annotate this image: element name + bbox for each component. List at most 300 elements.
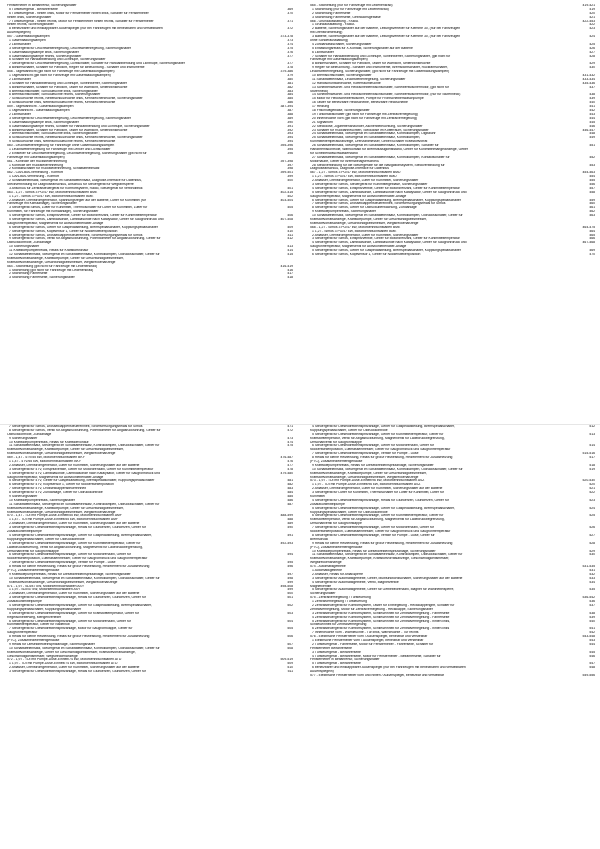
page-number: 423 — [589, 27, 595, 31]
page-number: 486 — [287, 498, 293, 502]
entry-text: 4 Gasentladungslampe links, Sicherungshalter — [9, 50, 79, 54]
page-number: 446 — [589, 124, 595, 128]
page-number: 405 — [287, 206, 293, 210]
entry-text: 9 Sicherungshalter — [9, 495, 38, 499]
entry-text: 1 Leuchtweitenregelung für Fahrzeuge mit Lenker und Lichtschalter — [9, 147, 111, 151]
entry-text: Steckverbindung für Diagnoseanschluß, Anschluß für Steuergerät für Wegfahrsperre — [7, 182, 134, 186]
entry-text: 10 Schalttafeleinsatz, Steuergerät im Schalttafeleinsatz, Kontrolllampen, Öldrucksschalter, Geber für — [312, 467, 463, 471]
page-number: 401 — [287, 186, 293, 190]
page-number: 547 — [589, 662, 595, 666]
toc-entry — [310, 253, 595, 257]
entry-text: 6 Steuergerät für Dieseldirekteinspritzanlage, Geber für Motordrehzahl, Geber für — [9, 619, 131, 623]
entry-text: 11 Kraftstoffpumpenrelais, Relais für Kraftstoffvorlauf — [9, 249, 89, 253]
page-number: 471 — [287, 425, 293, 428]
page-number: 513 — [589, 432, 595, 436]
entry-text: Nockenwellenposition, Luftmassenmesser, Geber für Saugrohrdruck und Saugrohrtemperatur — [310, 530, 451, 534]
left-column — [7, 425, 302, 674]
entry-text: 10 Schalttafeleinsatz, Steuergerät im Schalttafeleinsatz, Kontrolllampen, Öldrucksschalter, Geber für — [312, 214, 463, 218]
page-number: 509 — [287, 662, 293, 666]
entry-text: 26 Schalttafeleinsatz, Steuergerät im Schalttafeleinsatz, Kontrolllampen, Schalter für — [312, 144, 439, 148]
entry-text: 5 Steuergerät für Dieseldirekteinspritzanlage, Geber für Kraftstofftemperatur, Geber für — [9, 611, 139, 615]
entry-text: 3 Stichleitung Fahrerseite, Gebrauchsgebläse — [312, 15, 381, 19]
entry-text: 3 Steuergerät für Lüfter für Kühlmittel, Thermoschalter für Lüfter für Kühlmittel, Lüfter für — [312, 491, 444, 495]
entry-text: 1 1,4 l - 4TV/55 kW, Motorkennbuchstaben BKY — [9, 460, 81, 464]
entry-text: 5 Zentralsteuergerät für Komfortsystem, Schließeinheit für Zentralverriegelung - hinten links, — [312, 619, 451, 623]
page-number: 395 — [287, 147, 293, 151]
page-number: 544 — [589, 642, 595, 646]
entry-text: 6 Türsteuergerät - hinten links, Motor für Fensterheber hinten links, Schalter für Fensterheber — [9, 11, 149, 15]
entry-text: 5 Bremslichtschalter, Schlußleuchte links, Sicherungshalter — [9, 89, 98, 93]
page-number: 417 — [287, 272, 293, 276]
entry-text: 8 Blinkerschalter, Schalter für Parklicht, Taster für Warnlicht, Seitenblinkleuchte — [312, 62, 431, 66]
entry-text: Zusatzkühlmittelpumpe — [310, 502, 345, 506]
page-number: 497 — [287, 572, 293, 576]
page-number: 467-468 — [582, 241, 595, 245]
entry-text: 2 Anlasser, Drehstromgenerator, Lüfter für Kühlmittel, Sicherungshalter auf der Batterie — [312, 487, 443, 491]
page-number: 442 — [589, 109, 595, 113]
page-number: 382 — [287, 85, 293, 89]
entry-text: 571 - 1,9 l - SDI/47 kW, Motorkennbuchstaben ASY — [7, 584, 85, 588]
top-half — [0, 4, 600, 425]
page-number: 438 — [589, 93, 595, 97]
entry-text: 564 - Stichleitung (gilt nicht für Fahrzeuge mit Lederlenkrad) — [7, 264, 98, 268]
entry-text: 1 1,9 l - TDI mit Pumpe-Düse-Einheit/96 kW, Motorkennbuchstaben ASZ — [312, 483, 421, 487]
entry-text: 5 Türsteuergerät - Beifahrerseite — [312, 662, 361, 666]
entry-text: 2 Anlasser, Drehstromgenerator, Lüfter für Kühlmittel, Sicherungshalter auf der Batterie — [9, 463, 140, 467]
page-number: 399 — [287, 175, 293, 179]
entry-text: 11 Schalttafeleinsatz, Leuchtweitenregelung, Sicherungshalter — [312, 77, 406, 81]
entry-text: Zusatzkühlmittelpumpe — [7, 600, 42, 604]
page-number: 466 — [589, 237, 595, 241]
entry-text: 565 - Stichleitung (nur für Fahrzeuge mit Lederlenkrad) — [310, 4, 393, 7]
entry-text: 3 Steuergerät für Dieseldirekteinspritzanlage, Relais für Glühkerzen, Glühkerzen, Geber für — [9, 670, 146, 674]
page-number: 539 — [589, 615, 595, 619]
page-number: 421 — [589, 15, 595, 19]
page-number: 498-508 — [280, 584, 293, 588]
page-number: 400 — [287, 179, 293, 183]
entry-text: 21 Signalhorn — [312, 120, 333, 124]
page-number: 454 — [589, 175, 595, 179]
entry-text: Zentralverriegelung, Motor für Zentralverriegelung - Heckklappe, Sicherungshalter — [310, 607, 433, 611]
page-number: 532 — [589, 572, 595, 576]
entry-text: Motorhaube, Geber für Bremsbelagverschleiß — [310, 159, 379, 163]
entry-text: 2 Anlasser, Drehstromgenerator, Lüfter für Kühlmittel, Sicherungshalter auf der Batterie — [9, 666, 140, 670]
page-number: 464-475 — [582, 225, 595, 229]
entry-text: Umschaltventil für Saugrohrklappe — [7, 549, 59, 553]
page-number: 529 — [589, 549, 595, 553]
entry-text: (PTC), Zusatzheizelementgehäuse — [7, 638, 60, 642]
entry-text: Fahrzeuge mit Klimaanlage), Sicherungshalter — [7, 202, 77, 206]
entry-text: 19 Türkontaktschalter (gilt nicht für Fahrzeuge mit Zentralverriegelung) — [312, 112, 418, 116]
entry-text: Kraftstoffvorratsanzeige, Kraftstoffpumpe, Geber für Geschwindigkeitsmesser, — [7, 506, 124, 510]
entry-text: 6 Bremslichtschalter, Schlußleuchte rechts, Sicherungshalter — [9, 93, 101, 97]
entry-text: für Scheibenwaschwasserstand — [310, 151, 358, 155]
entry-text: 6 Schalter für Handabblendung und Lichthupe, Sicherungshalter — [9, 58, 106, 62]
entry-text: 4 Steuergerät für 4TV, Lambdasonde, Lambdasonde nach Katalysator, Geber für Saugrohrdruck und — [9, 471, 161, 475]
entry-text: 3 Batterie, Sicherungshalter auf der Batterie, Leitungsverteiler für Klemme 30, (nur bei Fahrzeugen — [312, 35, 461, 39]
entry-text: 3 Zentralsteuergerät für Komfortsystem, Schließeinheit für Zentralverriegelung - Fahrerseite — [312, 611, 450, 615]
page-number: 440 — [589, 101, 595, 105]
page-number: 390 — [287, 120, 293, 124]
entry-text: 5 Steuergerät für Simos, Lambdasonde, Lambdasonde nach Katalysator, Geber für Saugrohrdruck und — [9, 217, 164, 221]
page-number: 394 — [287, 140, 293, 144]
entry-text: 569 - 1,4 l - 4TV/55 kW, Motorkennbuchstaben BKY — [7, 456, 85, 460]
page-number: 509-519 — [280, 658, 293, 662]
page-number: 514 — [589, 444, 595, 448]
entry-text: 3 Steuergerät für Leuchtweitenregelung, Leuchtweitenregelung, Sicherungshalter — [9, 116, 131, 120]
page-number: 488 — [287, 518, 293, 522]
page-number: 392 — [287, 128, 293, 132]
page-number: 374 — [287, 42, 293, 46]
entry-text: 22 Steckdose, Zigarettenanzünder, Aschenbeleuchtung, Sicherungshalter — [312, 124, 423, 128]
entry-text: 559 - Tagesfahrlicht - Gasentladungslampen — [7, 105, 74, 109]
page-number: 459 — [589, 198, 595, 202]
entry-text: Kraftstoffvorratsanzeige, Kraftstoffpumpe, Kraftstoffvorratsanzeige, Geschwindigkeitsmesser, — [310, 557, 450, 561]
entry-text: 7 Steuergerät für Dieseldirekteinspritzanlage, Ventile für Pumpe - Düse — [312, 452, 419, 456]
entry-text: Außenspiegeln) — [7, 31, 31, 35]
entry-text: 567 - 1,2 l - Simos 3 PG/47 kW, Motorkennbuchstaben BMD — [310, 171, 401, 175]
page-number: 370 — [287, 11, 293, 15]
page-number: 444 — [589, 116, 595, 120]
page-number: 543-548 — [582, 635, 595, 639]
entry-text: 9 Steuergerät für Simos, Ventil für Abgasrückführung, Potentiometer für Abgasrückführung, Geber für — [9, 237, 161, 241]
entry-text: 5 Steuergerät für 4TV, Geber für Gaspedalstellung, Bremspedalschalter, Kupplungspedalschalter — [9, 479, 155, 483]
page-number: 412 — [287, 237, 293, 241]
entry-text: 9 Relais für Dieseldirekteinspritzanlage, Sicherungshalter — [9, 642, 95, 646]
entry-text: Kraftstoffvorratsanzeige, Geber für Geschwindigkeitsmesser, Kraftstoffvorratsanzeige, — [7, 650, 136, 654]
entry-text: 7 Steuergerät für Dieseldirekteinspritzanlage, Geber für Motordrehzahl, Geber für — [312, 526, 434, 530]
entry-text: 2 Zentralsteuergerät für Komfortsystem, Taster für Entriegelung - Heckklappengriff, Schalter für — [312, 603, 455, 607]
page-number: 453 — [589, 163, 595, 167]
page-number: 369 — [287, 7, 293, 11]
entry-text: (PTC), Zusatzheizelementgehäuse — [7, 568, 60, 572]
entry-text: 6 Steuergerät für Dieseldirekteinspritzanlage, Geber für Motordrehzahl, Geber für — [312, 444, 434, 448]
entry-text: Kraftstoffvorratsanzeige, Geschwindigkeitsmesser, Wegstreckenanzeige — [310, 475, 419, 479]
entry-text: 5 Entlastungsrelais für X-Kontakt, Sicherungshalter auf der Batterie — [312, 46, 413, 50]
entry-text: 1 Tagesfahrlicht (gilt nicht für Fahrzeuge mit Gasentladungslampen) — [9, 74, 111, 78]
entry-text: Saugrohrtemperatur — [7, 631, 38, 635]
entry-text: 6 Blinkerschalter, Schalter für Parklicht, Taster für Warnlicht, Seitenblinkleuchte — [9, 128, 128, 132]
entry-text: Kupplungspedalschalter, Geber für Öldruckkontrolle — [7, 537, 85, 541]
entry-text: 1 Grundausstattung - FABIA — [312, 23, 355, 27]
page-number: 425 — [589, 42, 595, 46]
page-number: 411 — [287, 233, 293, 237]
page-number: 506 — [287, 635, 293, 639]
entry-text: 10 Sicherungshalter — [9, 245, 40, 249]
entry-text: 4 Steuergerät für Dieseldirekteinspritzanlage, Geber für Gaspedalstellung, Bremspedalschalter, — [312, 425, 455, 428]
page-number: 389 — [287, 116, 293, 120]
entry-text: 2 Stichleitung Fahrerseite — [312, 11, 351, 15]
page-number: 387-394 — [280, 105, 293, 109]
entry-text: 7 Steuergerät für Dieseldirekteinspritzanlage, Motor für Saugrohrklappe, Geber für — [9, 627, 133, 631]
entry-text: 1 1,2 l - Simos 3 PG/47 kW, Motorkennbuchstaben BME — [9, 194, 94, 198]
entry-text: Kühlmittel, für Fahrzeuge mit Klimaanlage), Sicherungshalter — [7, 210, 99, 214]
page-number: 431-432 — [582, 74, 595, 78]
entry-text: 2 Batterie, Sicherungshalter auf der Batterie, Leitungsverteiler für Klemme 30, (nur bei Fahrzeugen — [312, 27, 461, 31]
entry-text: Öldruckkontrolle, Zündanlage — [7, 241, 52, 245]
entry-text: 570 - 1,4 l - TDI mit Pumpe-Düse-Einheit/55 kW, Motorkennbuchstaben AMF — [7, 514, 122, 518]
entry-text: 3 Steuergerät für Simos, Einspritzventile, Geber für Motordrehzahl, Geber für Kühlmitteltemperatur — [312, 237, 460, 241]
entry-text: 3 Steuergerät für 4TV, Einspritzventile, Geber für Motordrehzahl, Geber für Kühlmitteltemperatur — [9, 467, 154, 471]
entry-text: Kraftstoffvorratsanzeige, Geschwindigkeitsmesser, Wegstreckenanzeige — [7, 510, 116, 514]
page-number: 451 — [589, 144, 595, 148]
entry-text: 5 Steuergerät für Dieseldirekteinspritzanlage, Geber für Kühlmitteltemperatur, Geber für — [9, 541, 141, 545]
page-number: 457 — [589, 186, 595, 190]
entry-text: Bremsdruck — [310, 537, 329, 541]
page-number: 455 — [589, 179, 595, 183]
entry-text: 1 Elektrische Fensterheber vorn / Außenspiegel, beheizbar und verstellbar — [312, 638, 424, 642]
page-number: 388 — [287, 112, 293, 116]
page-number: 501 — [287, 596, 293, 600]
entry-text: 575 - Zentralverriegelung / Türsteuerung — [310, 596, 371, 600]
page-number: 549-556 — [582, 674, 595, 677]
entry-text: (PTC), Zusatzheizelementgehäuse — [310, 545, 363, 549]
page-number: 507 — [287, 642, 293, 646]
page-number: 537 — [589, 603, 595, 607]
entry-text: 4 Türsteuergerät - Beifahrerseite, Motor für Fensterheber - Beifahrerseite, Schalter für — [312, 654, 441, 658]
page-number: 409 — [287, 225, 293, 229]
entry-text: 3 Steuergerät für Leuchtweitenregelung, Leuchtweitenregelung, Sicherungshalter — [9, 46, 131, 50]
entry-text: Magnetventile — [310, 584, 332, 588]
page-number: 454-463 — [582, 171, 595, 175]
entry-text: Umschaltventil für Saugrohrklappe — [310, 522, 362, 526]
page-number: 540 — [589, 619, 595, 623]
entry-text: 5 Steuergerät für Dieseldirekteinspritzanlage, Geber für Kühlmitteltemperatur, Geber für — [312, 432, 444, 436]
page-number: 524 — [589, 506, 595, 510]
entry-text: 561 - Kontrolle der Rückstellerrinnerung — [7, 159, 67, 163]
entry-text: 3 Steuergerät Simos, Lüfter für Kühlmittel, Thermoschalter für Lüfter für Kühlmittel, Lüfter für — [9, 206, 148, 210]
page-number: 520 — [589, 483, 595, 487]
page-number: 399-401 — [280, 171, 293, 175]
entry-text: 10 Bremslichtschalter, Sicherungshalter — [312, 74, 372, 78]
entry-text: 566 - Grundausstattung - FABIA — [310, 19, 359, 23]
page-number: 490 — [287, 526, 293, 530]
entry-text: 573 - 1,9 l - TDI mit Pumpe-Düse-Einheit/96 kW, Motorkennbuchstaben ASZ — [310, 479, 425, 483]
entry-text: 9 Relais für kleine Heizleistung, Relais für große Heizleistung, Heizelement für Zusatzheizung — [312, 541, 453, 545]
entry-text: 8 Relais für kleine Heizleistung, Relais für große Heizleistung, Heizelement für Zusatzheizung — [312, 456, 453, 460]
entry-text: 8 Schlußleuchte links, Nebelschlußleuchte rechts, Kennzeichenleuchte — [9, 101, 116, 105]
entry-text: 2 Lichtschalter — [9, 42, 31, 46]
page-number: 420 — [589, 11, 595, 15]
entry-text: Kühlmitteltemperaturanzeige, Drehzahlmesser, Geber/Schalter Kraftstoffvorrat — [310, 140, 428, 144]
entry-text: 6 Steuergerät für Dieseldirekteinspritzanlage, Geber für Kühlmitteltemperatur, Geber für — [312, 514, 444, 518]
right-column — [310, 425, 595, 678]
page-number: 413 — [287, 245, 293, 249]
entry-text: Saugrohrtemperatur, Magnetventil für Aktivkohlebehälter-Anlage — [7, 475, 104, 479]
entry-text: 16 Taster für beheizbare Heckscheibe, beheizbare Heckscheibe — [312, 101, 408, 105]
entry-text: 14 Scheibenwischer- und Heckscheibenwischschalter, Scheibenwischermotor, (nur für Stufenheck) — [312, 93, 461, 97]
entry-text: 8 Blinkerschalter, Schalter für Parklicht, Regler für Beleuchtung - Schalter und Instrumente — [9, 66, 145, 70]
entry-text: 4 Steuergerät für Dieseldirekteinspritzanlage, Geber für Gaspedalstellung, Bremspedalschalter, — [9, 603, 152, 607]
entry-text: 7 Steuergerät für 4TV, Drosselklappensteuereinheit — [9, 487, 86, 491]
page-number: 427 — [589, 50, 595, 54]
entry-text: 2 Einsteller für Leuchtweitenregelung, Leuchtweitenregelung, Sicherungshalter (gilt nicht für — [9, 151, 147, 155]
entry-text: 6 Steuergerät für Simos, Klopfsensor 1, Geber für Nockenwellenposition — [312, 253, 421, 256]
entry-text: 3 Anschluß für Zentralsteuergerät für Komfortsystem, Radio, Steuergerät für Verbindbrikk — [9, 186, 143, 190]
page-number: 533 — [589, 576, 595, 580]
entry-text: Kraftstoffvorratsanzeige, Kraftstoffpumpe, Geber für Geschwindigkeitsmesser, — [310, 471, 427, 475]
entry-text: 6 Steuergerät für 4TV, Klopfsensor 1, Geber für Nockenwellenposition — [9, 483, 114, 487]
entry-text: 7 Steuergerät für Simos, Drosselklappensteuereinheit, Stromversorgungsrelais für Simos — [9, 425, 143, 428]
page-number: 428 — [589, 54, 595, 58]
entry-text: Kühlmitteltemperatur, Geber für Nadelhub — [7, 623, 70, 627]
entry-text: 577 - Elektrische Fensterheber vorn und hinten / Außenspiegel, beheizbar und verstellbar — [310, 674, 445, 677]
page-number: 441 — [589, 105, 595, 109]
page-number: 373-378 — [280, 35, 293, 39]
entry-text: 18 Frischluftgebläse, Sicherungshalter — [312, 109, 370, 113]
page-number: 384 — [287, 93, 293, 97]
entry-text: 3 Schalter für Handabblendung und Lichthupe, Scheinwerfer, Sicherungshalter — [9, 81, 127, 85]
page-number: 499 — [287, 588, 293, 592]
page-number: 548 — [589, 666, 595, 670]
entry-text: 557 - Gasentladungslampen — [7, 35, 50, 39]
entry-text: 4 Steuergerät für Dieseldirekteinspritzanlage, Geber für Gaspedalstellung, Bremspedalschalter, — [9, 533, 152, 537]
page-number: 410 — [287, 229, 293, 233]
page-number: 458 — [589, 190, 595, 194]
entry-text: 15 Motor für Heckscheibenwischer, Pumpe für Frontscheibenwaschpumpe — [312, 97, 424, 101]
page-number: 398 — [287, 167, 293, 171]
page-number: 496 — [287, 565, 293, 569]
entry-text: 10 Kraftstoffpumpenrelais, Relais für Dieseldirekteinspritzanlage, Sicherungshalter — [312, 549, 436, 553]
entry-text: 8 Relais für kleine Heizleistung, Relais für große Heizleistung, Heizelement für Zusatzheizung — [9, 565, 150, 569]
entry-text: Saugrohrtemperatur, Magnetventil für Aktivkohlebehälter-Anlage — [310, 194, 407, 198]
entry-text: 7 Innenleuchte vorn - Warnleuchte - Tür links, Warnleuchte - Tür rechts — [312, 631, 419, 635]
entry-text: 1 Gasentladungslampen — [9, 39, 46, 43]
entry-text: 6 beheizbarer und einklappbarer Außenspiegel (nur bei Fahrzeugen mit beheizbaren und verstellbaren — [312, 666, 466, 670]
entry-text: 11 Schalttafeleinsatz, Steuergerät im Schalttafeleinsatz, Kontrolllampen, Öldrucksschalter, Geber für — [9, 444, 160, 448]
entry-text: 8 Steuergerät für Simos, Drosselklappensteuereinheit, Stromversorgungsrelais für Simos — [9, 233, 143, 237]
page-number: 461 — [589, 206, 595, 210]
entry-text: 4 Steuergerät für Simos, Einspritzventile, Geber für Motordrehzahl, Geber für Kühlmitteltemperatur — [9, 214, 157, 218]
entry-text: 558 - Tagesfahrlicht (gilt nicht für Fahrzeuge mit Gasentladungslampen) — [7, 70, 115, 74]
entry-text: Kraftstoffvorratsanzeige, Kraftstoffpumpe, Geber für Geschwindigkeitsmesser, — [310, 217, 427, 221]
page-number: 522 — [589, 491, 595, 495]
entry-text: 25 Schalttafeleinsatz, Steuergerät im Schalttafeleinsatz, Kontrolllampen, — [312, 136, 421, 140]
page-number: 396 — [287, 151, 293, 155]
entry-text: 6 Steuergerät für Simos, Geber für Gaspedalstellung, Bremspedalschalter, Kupplungspedalschalter — [9, 225, 158, 229]
page-number: 426 — [589, 46, 595, 50]
entry-text: Sicherungshalter — [310, 592, 336, 596]
page-number: 397-398 — [280, 159, 293, 163]
entry-text: 3 Steuergerät für Dieseldirekteinspritzanlage, Relais für Glühkerzen, Glühkerzen, Geber für — [9, 596, 146, 600]
entry-text: 3 Türsteuergerät - Beifahrerseite — [312, 650, 361, 654]
entry-text: 9 Kraftstoffpumpenrelais, Sicherungshalter — [312, 210, 377, 214]
entry-text: 7 Steuergerät für Dieseldirekteinspritzanlage, Ventile für Pumpe - Düse — [9, 561, 116, 565]
page-number: 485 — [287, 495, 293, 499]
entry-text: 8 beheizbarer und einklappbarer Außenspiegel (nur bei Fahrzeugen mit beheizbaren und verstellbaren — [9, 27, 163, 31]
page-number: 418 — [287, 276, 293, 280]
entry-text: Wegstreckenanzeige — [310, 561, 342, 565]
page-number: 378 — [287, 66, 293, 70]
entry-text: 5 Steuergerät für Dieseldirekteinspritzanlage, Geber für Gaspedalstellung, Bremspedalschalter, — [312, 506, 455, 510]
page-number: 433-434 — [582, 77, 595, 81]
page-number: 478 — [287, 467, 293, 471]
page-number: 538 — [589, 611, 595, 615]
entry-text: Kühlmittel — [310, 495, 325, 499]
page-number: 518 — [589, 463, 595, 467]
entry-text: 5 Türsteuergerät - Beifahrerseite — [9, 7, 58, 11]
entry-text: 24 Schalttafeleinsatz, Steuergerät im Schalttafeleinsatz, Kontrolllampen, Digitaluhr — [312, 132, 436, 136]
page-number: 481 — [287, 479, 293, 483]
page-number: 402 — [287, 194, 293, 198]
page-number: 470 — [589, 253, 595, 256]
page-number: 397 — [287, 163, 293, 167]
page-number: 494 — [287, 553, 293, 557]
page-number: 531 — [589, 568, 595, 572]
left-column — [7, 4, 302, 280]
page-number: 391 — [287, 124, 293, 128]
page-number: 415 — [287, 253, 293, 256]
page-number: 536-542 — [582, 596, 595, 600]
entry-text: Diagnoseanschluß, Diagnose-Interface für Datenbus — [310, 167, 389, 171]
page-number: 517 — [589, 456, 595, 460]
entry-text: Kraftstoffvorratsanzeige, Kraftstoffpumpe, Geber für Geschwindigkeitsmesser, — [7, 256, 124, 260]
page-number: 469 — [589, 249, 595, 253]
entry-text: 7 Türsteuergerät - hinten rechts, Motor für Fensterheber hinten rechts, Schalter für Fensterheber — [9, 19, 154, 23]
entry-text: 1 1,2 l - Simos 3 PG/47 kW, Motorkennbuchstaben BMD — [312, 175, 397, 179]
entry-text: Kraftstoffvorratsanzeige, Geschwindigkeitsmesser, Wegstreckenanzeige — [310, 221, 419, 225]
entry-text: 2 Anlasser, Drehstromgenerator, Lüfter für Kühlmittel, Sicherungshalter auf der Batterie — [9, 522, 140, 526]
entry-text: 576 - Elektrische Fensterheber vorn / Außenspiegel, beheizbar und verstellbar — [310, 635, 428, 639]
page-number: 385 — [287, 97, 293, 101]
page-number: 464 — [589, 229, 595, 233]
page-number: 443 — [589, 112, 595, 116]
entry-text: Saugrohrtemperatur, Magnetventil für Aktivkohlebehälter-Anlage — [7, 221, 104, 225]
page-number: 523 — [589, 498, 595, 502]
page-number: 429 — [589, 62, 595, 66]
entry-text: 9 Kraftstoffpumpenrelais, Relais für Dieseldirekteinspritzanlage, Sicherungshalter — [9, 572, 131, 576]
entry-text: 8 Steuergerät für Dieseldirekteinspritzanlage, Ventile für Pumpe - Düse, Geber für — [312, 533, 435, 537]
page-number: 376 — [287, 50, 293, 54]
page-number: 381 — [287, 81, 293, 85]
entry-text: hinten rechts, Sicherungshalter — [7, 23, 54, 27]
page-number: 500 — [287, 592, 293, 596]
page-number: 371 — [287, 19, 293, 23]
entry-text: Fensterheber in Beifahrertür, Sicherungshalter — [310, 658, 380, 662]
page-number: 446-447 — [582, 128, 595, 132]
entry-text: Kraftstofftemperatur, Ventil für Abgasrückführung, Magnetventil für Ladedruckbegrenzung, — [310, 518, 445, 522]
entry-text: 7 Schlußleuchte rechts, Nebelschlußleuchte links, Kennzeichenleuchte, Sicherungshalter — [9, 97, 143, 101]
entry-text: Fensterheber in Beifahrertür, Sicherungshalter — [7, 4, 77, 7]
page-number: 504 — [287, 619, 293, 623]
page-number: 499 — [287, 580, 293, 584]
entry-text: 560 - Leuchtweitenregelung für Fahrzeuge ohne Gasentladungslampen — [7, 144, 115, 148]
entry-text: 1 Zentralverriegelung / Türsteuerung — [312, 600, 367, 604]
page-number: 477 — [287, 463, 293, 467]
entry-text: 2 Stichleitung Fahrerseite — [9, 272, 48, 276]
entry-text: 8 Schlußleuchte rechts, Nebelschlußleuchte links, Kennzeichenleuchte, Sicherungshalter — [9, 136, 143, 140]
page-number: 386 — [287, 101, 293, 105]
entry-text: 4 Steuergerät für Dieseldirekteinspritzanlage, Relais für Glühkerzen, Glühkerzen, Geber für — [312, 498, 449, 502]
page-number: 419-421 — [582, 4, 595, 7]
entry-text: 10 Schalttafeleinsatz, Steuergerät im Schalttafeleinsatz, Kontrolllampen, Öldrucksschalter, Geber für — [9, 576, 160, 580]
entry-text: mit Drehstromleitung) — [310, 31, 343, 35]
page-number: 403-404 — [280, 198, 293, 202]
entry-text: Kupplungspedalschalter, Geber für Öldruckkontrolle — [310, 428, 388, 432]
entry-text: 2 Kontaktschalter für Rückstellerinnerung, Schalttafeleinsatz — [9, 167, 100, 171]
page-number: 543 — [589, 638, 595, 642]
right-column — [310, 4, 595, 257]
page-number: 422 — [589, 23, 595, 27]
page-number: 424 — [589, 35, 595, 39]
page-number: 406 — [287, 214, 293, 218]
page-number: 519 — [589, 467, 595, 471]
entry-text: Kupplungspedalschalter, Kupplungspedalschalter — [7, 607, 82, 611]
entry-text: 2 Anlasser, Relais für Anlaßsperre — [312, 572, 364, 576]
page-number: 527 — [589, 533, 595, 537]
entry-text: 1 1,9 l - TDI mit Pumpe-Düse-Einheit/74 kW, Motorkennbuchstaben ATD — [9, 662, 118, 666]
page-number: 462 — [589, 210, 595, 214]
